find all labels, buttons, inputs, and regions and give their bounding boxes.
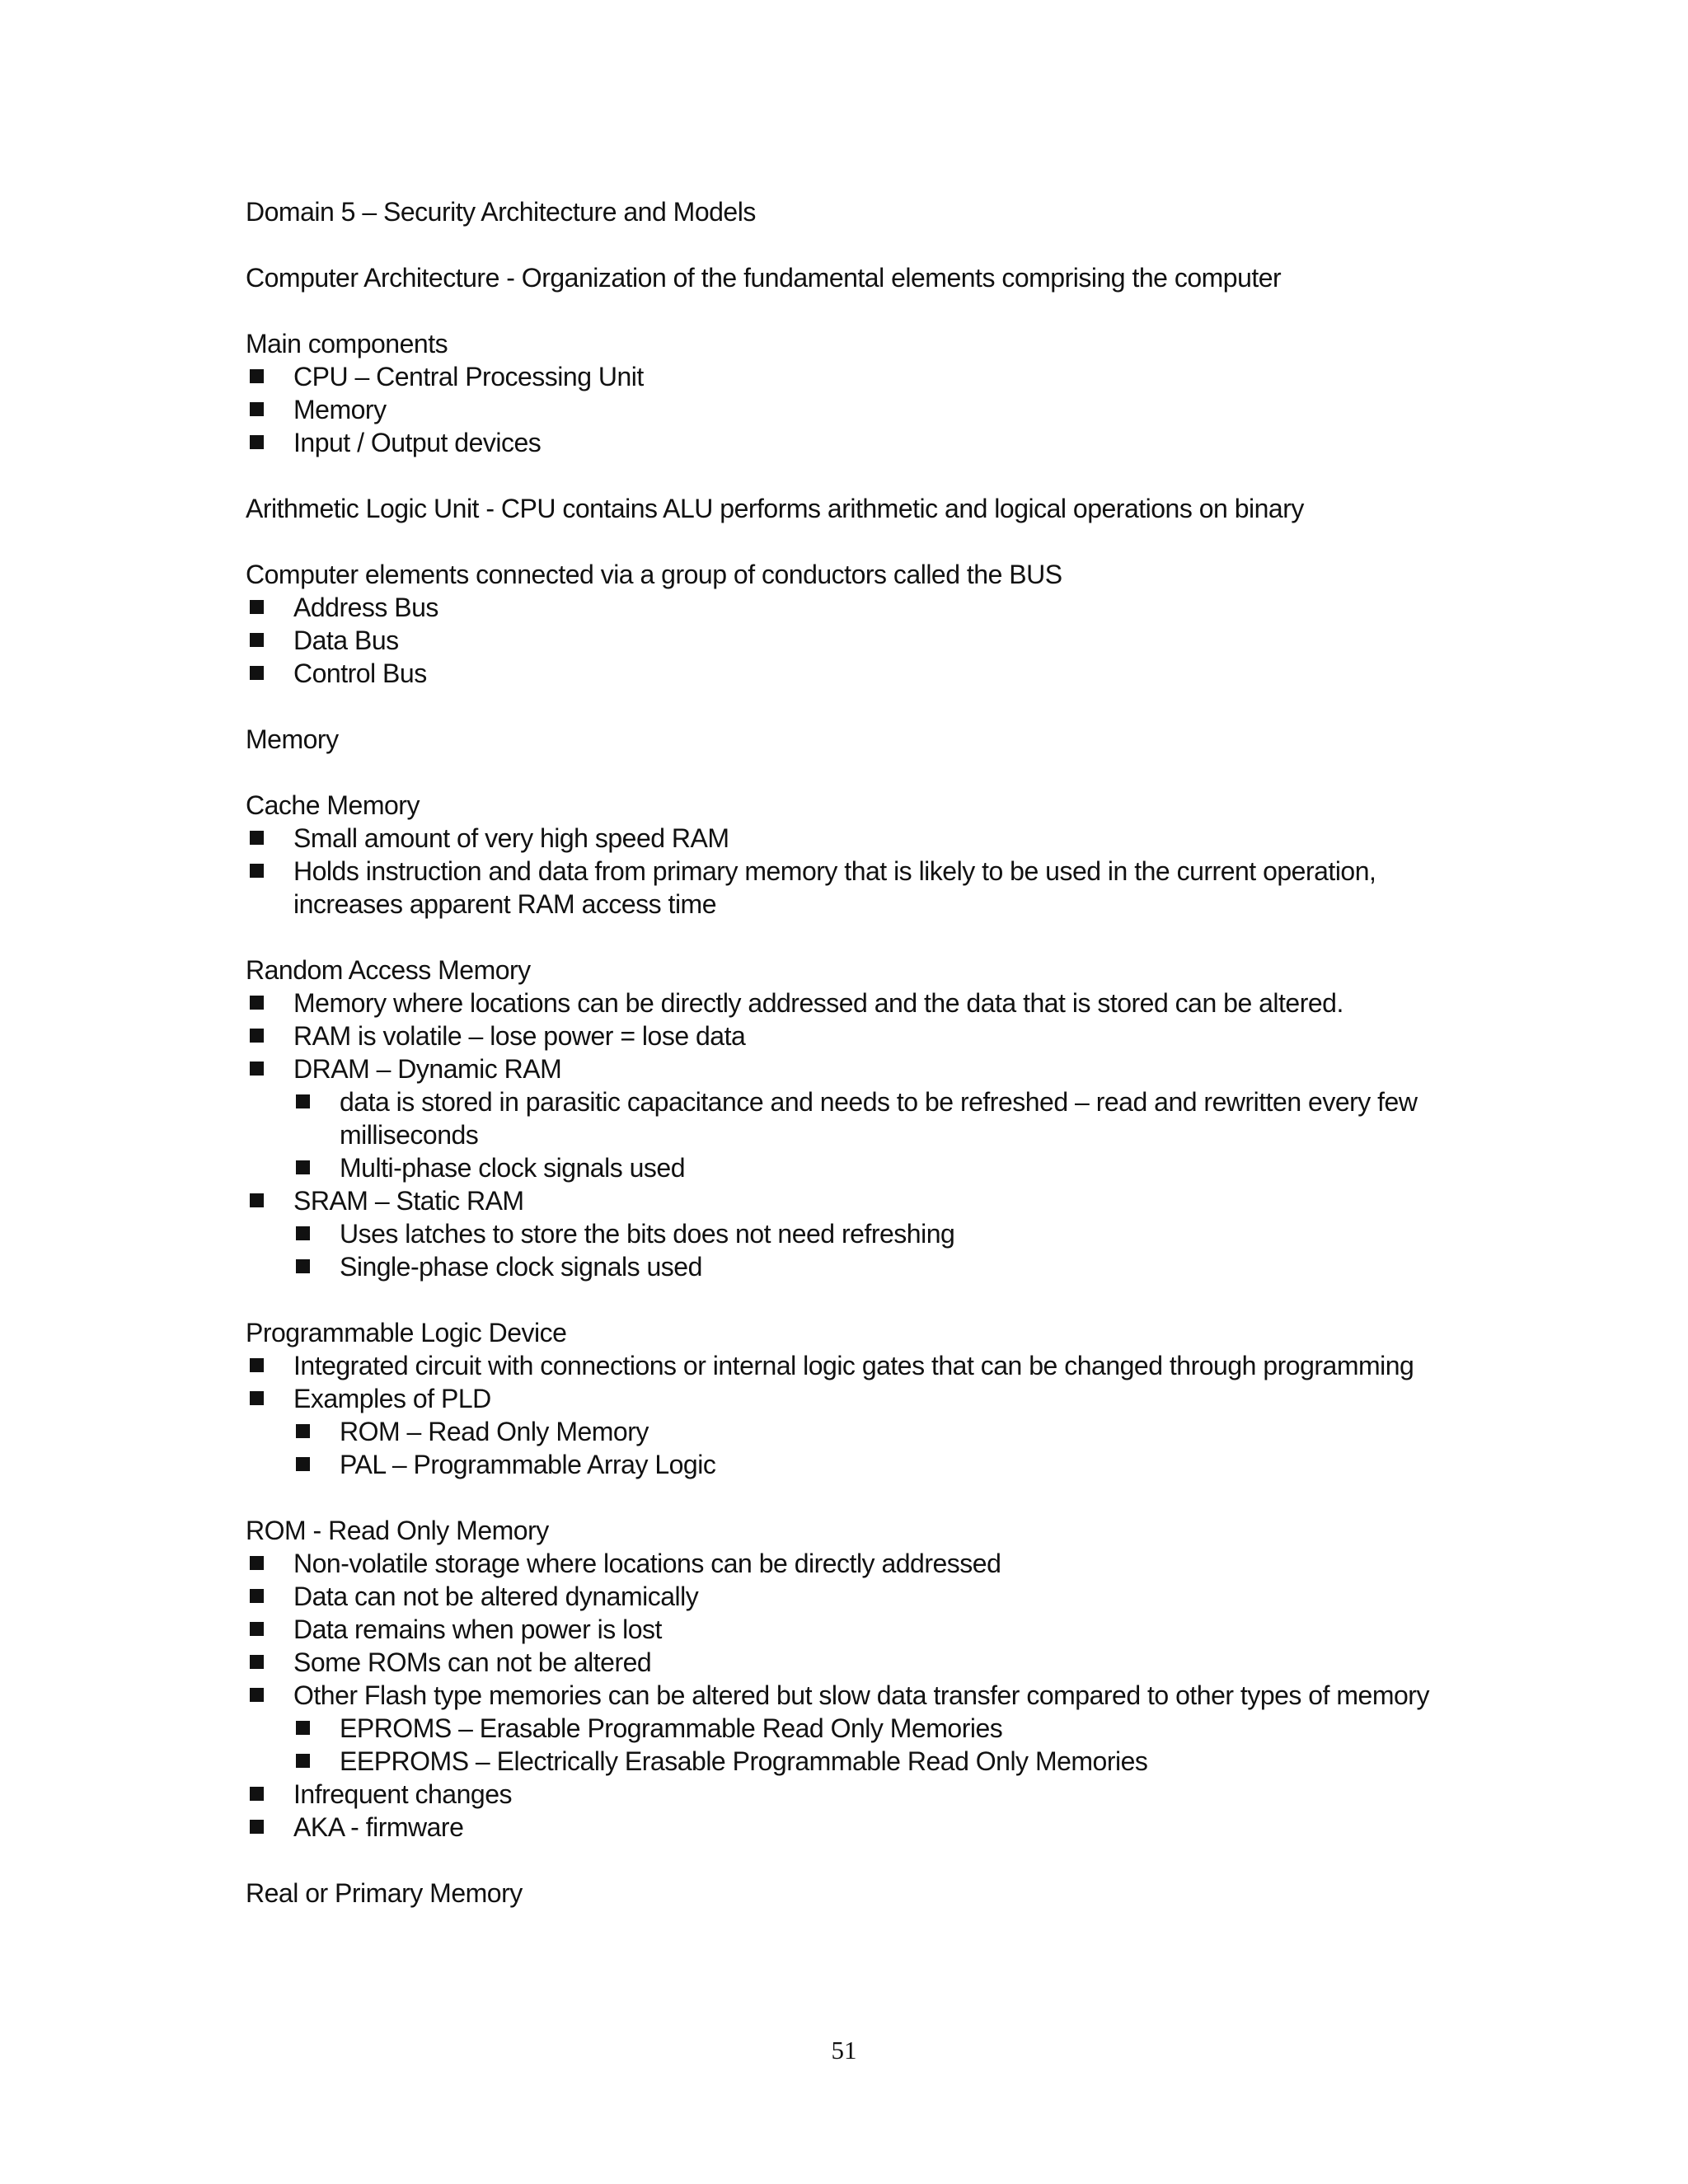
sub-list-item: [246, 1250, 1482, 1283]
list-item-text: ROM – Read Only Memory: [340, 1417, 649, 1446]
square-bullet-icon: [250, 1787, 264, 1801]
list-item: [246, 987, 1480, 1019]
spacer: [246, 1844, 1482, 1877]
list-item-text: Uses latches to store the bits does not need refreshing: [340, 1219, 955, 1249]
list-item-text: Data remains when power is lost: [293, 1615, 662, 1644]
list-item: [246, 1052, 1480, 1085]
square-bullet-icon: [250, 1556, 264, 1570]
square-bullet-icon: [250, 633, 264, 647]
square-bullet-icon: [250, 666, 264, 680]
sub-list-item: [246, 1415, 1482, 1448]
sub-list-item: [246, 1745, 1482, 1778]
square-bullet-icon: [250, 1193, 264, 1207]
square-bullet-icon: [250, 1589, 264, 1603]
list-item-text: EPROMS – Erasable Programmable Read Only Memories: [340, 1713, 1003, 1743]
list-item-text: Other Flash type memories can be altered but slow data transfer compared to other types of memory: [293, 1680, 1429, 1710]
square-bullet-icon: [296, 1424, 310, 1438]
list-item: [246, 822, 1480, 855]
square-bullet-icon: [296, 1094, 310, 1108]
list-item: [246, 1349, 1480, 1382]
list-item: [246, 1679, 1480, 1712]
sub-list-item: [246, 1448, 1482, 1481]
sub-list-item: [246, 1712, 1482, 1745]
square-bullet-icon: [250, 402, 264, 416]
spacer: [246, 921, 1482, 954]
list-item: [246, 1613, 1480, 1646]
spacer: [246, 525, 1482, 558]
list-item-text: Small amount of very high speed RAM: [293, 823, 729, 853]
list-item-text: data is stored in parasitic capacitance and needs to be refreshed – read and rewritten every few milliseconds: [340, 1087, 1418, 1150]
square-bullet-icon: [296, 1721, 310, 1735]
square-bullet-icon: [250, 1029, 264, 1043]
main-components-heading: Main components: [246, 329, 448, 359]
list-item: [246, 393, 1480, 426]
list-item-text: Integrated circuit with connections or internal logic gates that can be changed through programming: [293, 1351, 1414, 1380]
list-item-text: Control Bus: [293, 658, 427, 688]
pld-heading: Programmable Logic Device: [246, 1318, 567, 1347]
square-bullet-icon: [250, 831, 264, 845]
sub-list-item: [246, 1085, 1482, 1151]
square-bullet-icon: [296, 1226, 310, 1240]
list-item-text: EEPROMS – Electrically Erasable Programmable Read Only Memories: [340, 1746, 1148, 1776]
list-item: [246, 624, 1480, 657]
list-item: [246, 1547, 1480, 1580]
memory-heading: Memory: [246, 724, 339, 754]
spacer: [246, 690, 1482, 723]
square-bullet-icon: [250, 435, 264, 449]
real-memory-heading: Real or Primary Memory: [246, 1878, 523, 1908]
square-bullet-icon: [250, 600, 264, 614]
list-item-text: Address Bus: [293, 593, 438, 622]
list-item-text: Some ROMs can not be altered: [293, 1647, 652, 1677]
list-item-text: Memory where locations can be directly addressed and the data that is stored can be altered.: [293, 988, 1343, 1018]
list-item: [246, 1184, 1480, 1217]
list-item-text: Non-volatile storage where locations can be directly addressed: [293, 1549, 1001, 1578]
list-item: [246, 360, 1480, 393]
square-bullet-icon: [250, 1622, 264, 1636]
square-bullet-icon: [250, 864, 264, 878]
list-item-text: Multi-phase clock signals used: [340, 1153, 685, 1183]
spacer: [246, 756, 1482, 789]
rom-heading: ROM - Read Only Memory: [246, 1516, 549, 1545]
page-title: Domain 5 – Security Architecture and Models: [246, 197, 756, 227]
list-item-text: CPU – Central Processing Unit: [293, 362, 644, 391]
list-item: [246, 1019, 1480, 1052]
list-item: [246, 591, 1480, 624]
alu-paragraph: Arithmetic Logic Unit - CPU contains ALU performs arithmetic and logical operations on binary: [246, 494, 1304, 523]
list-item: [246, 1382, 1480, 1415]
list-item: [246, 1646, 1480, 1679]
square-bullet-icon: [250, 1391, 264, 1405]
list-item: [246, 657, 1480, 690]
list-item-text: Holds instruction and data from primary memory that is likely to be used in the current operation, increases apparent RAM access time: [293, 856, 1376, 919]
list-item: [246, 855, 1480, 921]
square-bullet-icon: [250, 1688, 264, 1702]
sub-list-item: [246, 1151, 1482, 1184]
list-item-text: Single-phase clock signals used: [340, 1252, 702, 1282]
square-bullet-icon: [250, 1655, 264, 1669]
square-bullet-icon: [250, 996, 264, 1010]
page-number: 51: [831, 2036, 857, 2064]
list-item-text: SRAM – Static RAM: [293, 1186, 524, 1216]
list-item: [246, 1580, 1480, 1613]
square-bullet-icon: [250, 369, 264, 383]
spacer: [246, 294, 1482, 327]
square-bullet-icon: [296, 1259, 310, 1273]
square-bullet-icon: [296, 1754, 310, 1768]
list-item-text: Examples of PLD: [293, 1384, 491, 1413]
square-bullet-icon: [250, 1062, 264, 1076]
square-bullet-icon: [250, 1358, 264, 1372]
spacer: [246, 1481, 1482, 1514]
square-bullet-icon: [296, 1457, 310, 1471]
list-item: [246, 426, 1480, 459]
list-item-text: Infrequent changes: [293, 1779, 512, 1809]
architecture-definition: Computer Architecture - Organization of the fundamental elements comprising the computer: [246, 263, 1282, 293]
list-item: [246, 1778, 1480, 1811]
document-page: [246, 195, 1482, 1910]
sub-list-item: [246, 1217, 1482, 1250]
list-item-text: Data Bus: [293, 626, 399, 655]
spacer: [246, 459, 1482, 492]
list-item-text: DRAM – Dynamic RAM: [293, 1054, 562, 1084]
square-bullet-icon: [296, 1160, 310, 1174]
bus-heading: Computer elements connected via a group of conductors called the BUS: [246, 560, 1062, 589]
list-item-text: RAM is volatile – lose power = lose data: [293, 1021, 746, 1051]
square-bullet-icon: [250, 1820, 264, 1834]
list-item-text: AKA - firmware: [293, 1812, 464, 1842]
spacer: [246, 1283, 1482, 1316]
list-item-text: Memory: [293, 395, 387, 424]
list-item-text: Input / Output devices: [293, 428, 542, 457]
cache-memory-heading: Cache Memory: [246, 790, 420, 820]
spacer: [246, 228, 1482, 261]
list-item-text: PAL – Programmable Array Logic: [340, 1450, 716, 1479]
ram-heading: Random Access Memory: [246, 955, 531, 985]
list-item: [246, 1811, 1480, 1844]
list-item-text: Data can not be altered dynamically: [293, 1582, 699, 1611]
